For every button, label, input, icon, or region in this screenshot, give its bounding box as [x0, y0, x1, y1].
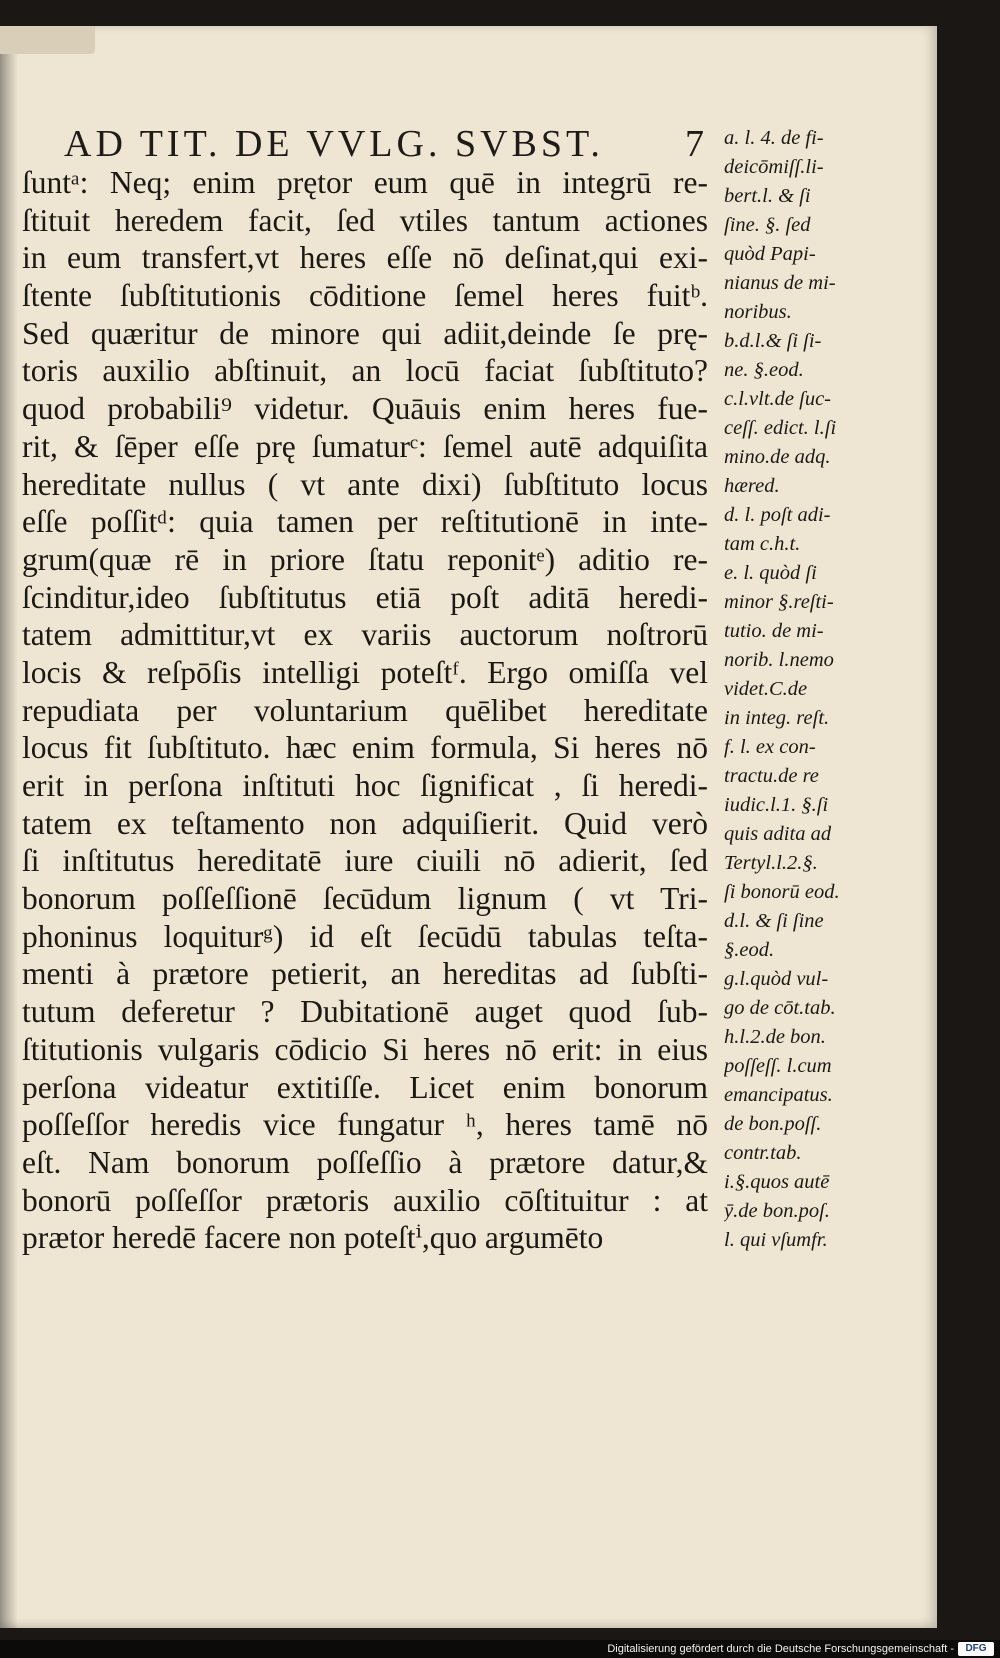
text-line: menti à prætore petierit, an hereditas ad ſubſti- — [22, 956, 708, 992]
margin-note-line: videt.C.de — [724, 678, 808, 700]
text-line: repudiata per voluntarium quēlibet hereditate — [22, 692, 708, 728]
dfg-logo: DFG — [958, 1642, 994, 1656]
margin-note-line: d. l. poſt adi- — [724, 504, 831, 526]
margin-note-line: g.l.quòd vul- — [724, 968, 829, 990]
margin-note-line: quis adita ad — [724, 823, 832, 845]
margin-note-line: ſi bonorū eod. — [724, 881, 840, 903]
funding-notice: Digitalisierung gefördert durch die Deutsche Forschungsgemeinschaft - — [607, 1643, 954, 1655]
text-line: ſtituit heredem facit, ſed vtiles tantum actiones — [22, 202, 708, 238]
text-line: ſcinditur,ideo ſubſtitutus etiā poſt aditā heredi- — [22, 579, 708, 615]
text-line: ſuntᵃ: Neq; enim prętor eum quē in integrū re- — [22, 165, 708, 200]
text-line: eſt. Nam bonorum poſſeſſio à prætore datur,& — [22, 1144, 708, 1180]
margin-note-line: ceſſ. edict. l.ſi — [724, 417, 837, 439]
text-line: ſi inſtitutus hereditatē iure ciuili nō adierit, ſed — [22, 843, 708, 879]
text-line: in eum transfert,vt heres eſſe nō deſinat,qui exi- — [22, 240, 708, 276]
text-line: Sed quæritur de minore qui adiit,deinde ſe prę- — [22, 315, 708, 351]
margin-note-line: §.eod. — [724, 939, 775, 961]
margin-note-line: poſſeſſ. l.cum — [724, 1055, 832, 1077]
text-line: poſſeſſor heredis vice fungatur ʰ, heres tamē nō — [22, 1107, 708, 1143]
margin-note-line: e. l. quòd ſi — [724, 562, 817, 584]
margin-note-line: h.l.2.de bon. — [724, 1026, 826, 1048]
margin-note-line: de bon.poſſ. — [724, 1113, 822, 1135]
margin-note-line: mino.de adq. — [724, 446, 831, 468]
text-line: grum(quæ rē in priore ſtatu reponitᵉ) aditio re- — [22, 541, 708, 577]
text-line: bonorū poſſeſſor prætoris auxilio cōſtituitur : at — [22, 1182, 708, 1218]
page-number: 7 — [685, 123, 704, 165]
margin-note-line: nianus de mi- — [724, 272, 836, 294]
text-line: bonorum poſſeſſionē ſecūdum lignum ( vt Tri- — [22, 881, 708, 917]
margin-note-line: contr.tab. — [724, 1142, 802, 1164]
margin-note-line: ӯ.de bon.poſ. — [724, 1200, 830, 1222]
margin-note-line: b.d.l.& ſi ſi- — [724, 330, 822, 352]
running-header — [64, 122, 704, 166]
margin-note-line: in integ. reſt. — [724, 707, 830, 729]
main-text-block — [22, 164, 708, 1257]
text-line: locis & reſpōſis intelligi poteſtᶠ. Ergo omiſſa vel — [22, 654, 708, 690]
text-line: tatem ex teſtamento non adquiſierit. Quid verò — [22, 805, 708, 841]
text-line: phoninus loquiturᵍ) id eſt ſecūdū tabulas teſta- — [22, 918, 708, 954]
margin-note-line: bert.l. & ſi — [724, 185, 811, 207]
margin-note-line: hæred. — [724, 475, 780, 497]
text-line: ſtitutionis vulgaris cōdicio Si heres nō erit: in eius — [22, 1031, 708, 1067]
marginal-notes — [724, 124, 884, 1255]
text-line: perſona videatur extitiſſe. Licet enim bonorum — [22, 1069, 708, 1105]
margin-note-line: tam c.h.t. — [724, 533, 801, 555]
margin-note-line: a. l. 4. de fi- — [724, 127, 824, 149]
text-line: ſtente ſubſtitutionis cōditione ſemel heres fuitᵇ. — [22, 278, 708, 314]
text-line: erit in perſona inſtituti hoc ſignificat , ſi heredi- — [22, 768, 708, 803]
text-line: prætor heredē facere non poteſtⁱ,quo argumēto — [22, 1220, 604, 1256]
margin-note-line: d.l. & ſi ſine — [724, 910, 824, 932]
margin-note-line: c.l.vlt.de ſuc- — [724, 388, 832, 410]
margin-note-line: emancipatus. — [724, 1084, 833, 1106]
margin-note-line: l. qui vſumfr. — [724, 1229, 828, 1251]
text-line: toris auxilio abſtinuit, an locū faciat ſubſtituto? — [22, 353, 708, 389]
margin-note-line: iudic.l.1. §.ſi — [724, 794, 829, 816]
text-line: eſſe poſſitᵈ: quia tamen per reſtitutionē in inte- — [22, 504, 708, 540]
margin-note-line: f. l. ex con- — [724, 736, 816, 758]
margin-note-line: norib. l.nemo — [724, 649, 834, 671]
running-title: AD TIT. DE VVLG. SVBST. — [64, 123, 604, 165]
margin-note-line: noribus. — [724, 301, 792, 323]
margin-note-line: ſine. §. ſed — [724, 214, 811, 236]
margin-note-line: tutio. de mi- — [724, 620, 824, 642]
book-page — [0, 26, 937, 1628]
page-edge-tab — [0, 26, 95, 54]
text-line: rit, & ſēper eſſe prę ſumaturᶜ: ſemel autē adquiſita — [22, 428, 708, 464]
margin-note-line: tractu.de re — [724, 765, 819, 787]
text-line: tutum deferetur ? Dubitationē auget quod ſub- — [22, 994, 708, 1030]
margin-note-line: quòd Papi- — [724, 243, 816, 265]
margin-note-line: deicōmiſſ.li- — [724, 156, 824, 178]
margin-note-line: Tertyl.l.2.§. — [724, 852, 818, 874]
text-line: tatem admittitur,vt ex variis auctorum noſtrorū — [22, 617, 708, 653]
margin-note-line: go de cōt.tab. — [724, 997, 836, 1019]
margin-note-line: ne. §.eod. — [724, 359, 804, 381]
text-line: hereditate nullus ( vt ante dixi) ſubſtituto locus — [22, 466, 708, 502]
margin-note-line: minor §.reſti- — [724, 591, 834, 613]
text-line: locus fit ſubſtituto. hæc enim formula, Si heres nō — [22, 730, 708, 766]
text-line: quod probabili⁹ videtur. Quāuis enim heres fue- — [22, 391, 708, 427]
margin-note-line: i.§.quos autē — [724, 1171, 830, 1193]
